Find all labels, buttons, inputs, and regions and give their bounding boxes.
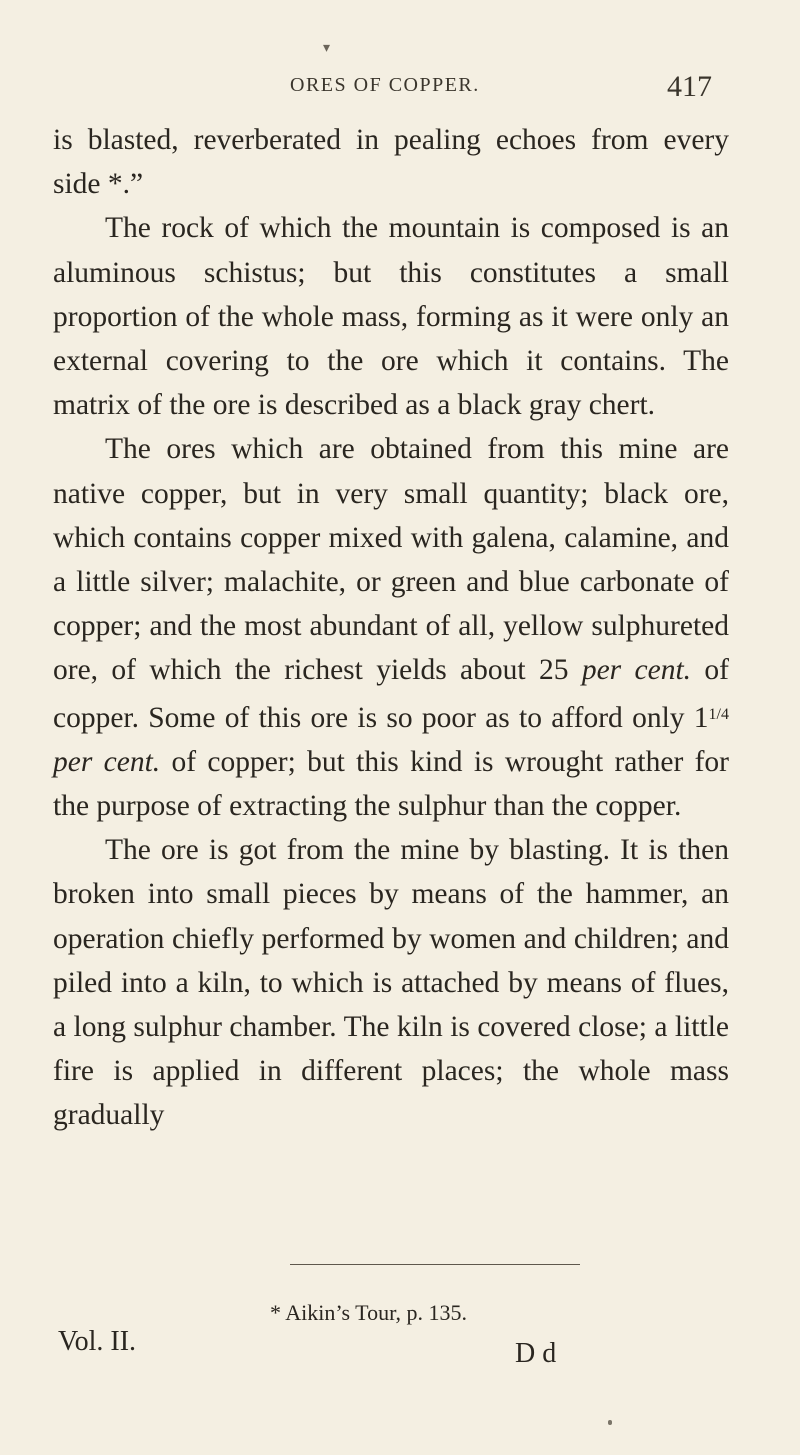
footnote-rule <box>290 1264 580 1265</box>
paragraph-1: is blasted, reverberated in pealing echoes from every side *.” <box>53 124 729 201</box>
paragraph-3-italic-1: per cent. <box>581 654 692 687</box>
paragraph-3-italic-2: per cent. <box>53 745 161 778</box>
paragraph-3 <box>53 427 729 828</box>
paragraph-3-part-1: The ores which are obtained from this mine are native copper, but in very small quantity; black ore, which contains copper mixed with galena, calamine, and a little silver; malachite, or green and blue carbonate of copper; and the most abundant of all, yellow sulphureted ore, of which the richest yields about 25 <box>53 433 729 687</box>
paragraph-4: The ore is got from the mine by blasting. It is then broken into small pieces by means of the hammer, an operation chiefly performed by women and children; and piled into a kiln, to which is attached by means of flues, a long sulphur chamber. The kiln is covered close; a little fire is applied in different places; the whole mass gradually <box>53 834 729 1132</box>
running-head: ORES OF COPPER. <box>290 74 480 96</box>
body-text <box>53 118 729 1138</box>
stray-mark: ▾ <box>323 41 331 56</box>
page-number: 417 <box>667 70 712 103</box>
fraction: 1/4 <box>708 705 729 723</box>
footnote: * Aikin’s Tour, p. 135. <box>270 1300 468 1325</box>
paragraph-3-part-3: of copper; but this kind is wrought rather for the purpose of extracting the sulphur than the copper. <box>53 745 729 823</box>
paper-speck <box>608 1420 612 1425</box>
paragraph-3-part-2: of copper. Some of this ore is so poor as to afford only 1 <box>53 654 729 734</box>
volume-signature: Vol. II. <box>58 1326 137 1357</box>
signature-mark: D d <box>515 1338 557 1369</box>
paragraph-2: The rock of which the mountain is composed is an aluminous schistus; but this constitutes a small proportion of the whole mass, forming as it were only an external covering to the ore which it contains. The matrix of the ore is described as a black gray chert. <box>53 212 729 422</box>
